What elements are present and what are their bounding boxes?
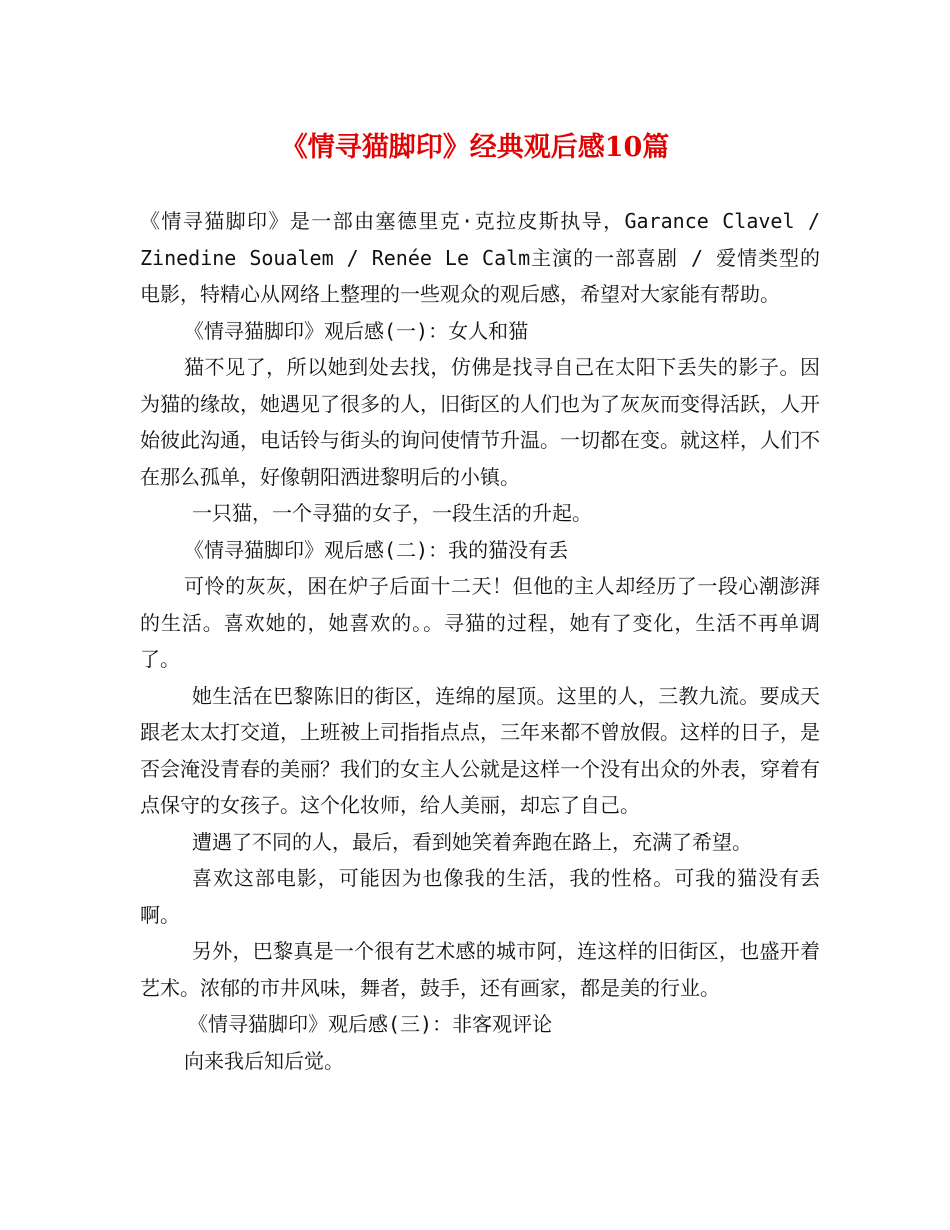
body-paragraph: 另外，巴黎真是一个很有艺术感的城市阿，连这样的旧街区，也盛开着艺术。浓郁的市井风味，舞者，鼓手，还有画家，都是美的行业。	[140, 939, 820, 1000]
body-paragraph: 喜欢这部电影，可能因为也像我的生活，我的性格。可我的猫没有丢啊。	[140, 866, 820, 927]
body-paragraph: 可怜的灰灰，困在炉子后面十二天！但他的主人却经历了一段心潮澎湃的生活。喜欢她的，她喜欢的。。寻猫的过程，她有了变化，生活不再单调了。	[140, 574, 820, 671]
body-paragraph: 她生活在巴黎陈旧的街区，连绵的屋顶。这里的人，三教九流。要成天跟老太太打交道，上班被上司指指点点，三年来都不曾放假。这样的日子，是否会淹没青春的美丽？我们的女主人公就是这样一个没有出众的外表，穿着有点保守的女孩子。这个化妆师，给人美丽，却忘了自己。	[140, 683, 820, 817]
body-paragraph: 一只猫，一个寻猫的女子，一段生活的升起。	[192, 501, 592, 525]
section-heading-1: 《情寻猫脚印》观后感(一)：女人和猫	[184, 318, 529, 343]
body-paragraph: 猫不见了，所以她到处去找，仿佛是找寻自己在太阳下丢失的影子。因为猫的缘故，她遇见了很多的人，旧街区的人们也为了灰灰而变得活跃，人开始彼此沟通，电话铃与街头的询问使情节升温。一切都在变。就这样，人们不在那么孤单，好像朝阳洒进黎明后的小镇。	[140, 355, 820, 489]
intro-paragraph: 《情寻猫脚印》是一部由塞德里克·克拉皮斯执导，Garance Clavel / Zinedine Soualem / Renée Le Calm主演的一部喜剧 / 爱情类型的电影，特精心从网络上整理的一些观众的观后感，希望对大家能有帮助。	[140, 209, 820, 306]
document-body	[140, 203, 820, 1079]
section-heading-2: 《情寻猫脚印》观后感(二)：我的猫没有丢	[184, 537, 569, 562]
body-paragraph: 向来我后知后觉。	[184, 1048, 344, 1073]
section-heading-3: 《情寻猫脚印》观后感(三)：非客观评论	[188, 1012, 553, 1036]
document-title: 《情寻猫脚印》经典观后感10篇	[280, 132, 670, 163]
body-paragraph: 遭遇了不同的人，最后，看到她笑着奔跑在路上，充满了希望。	[192, 829, 752, 854]
